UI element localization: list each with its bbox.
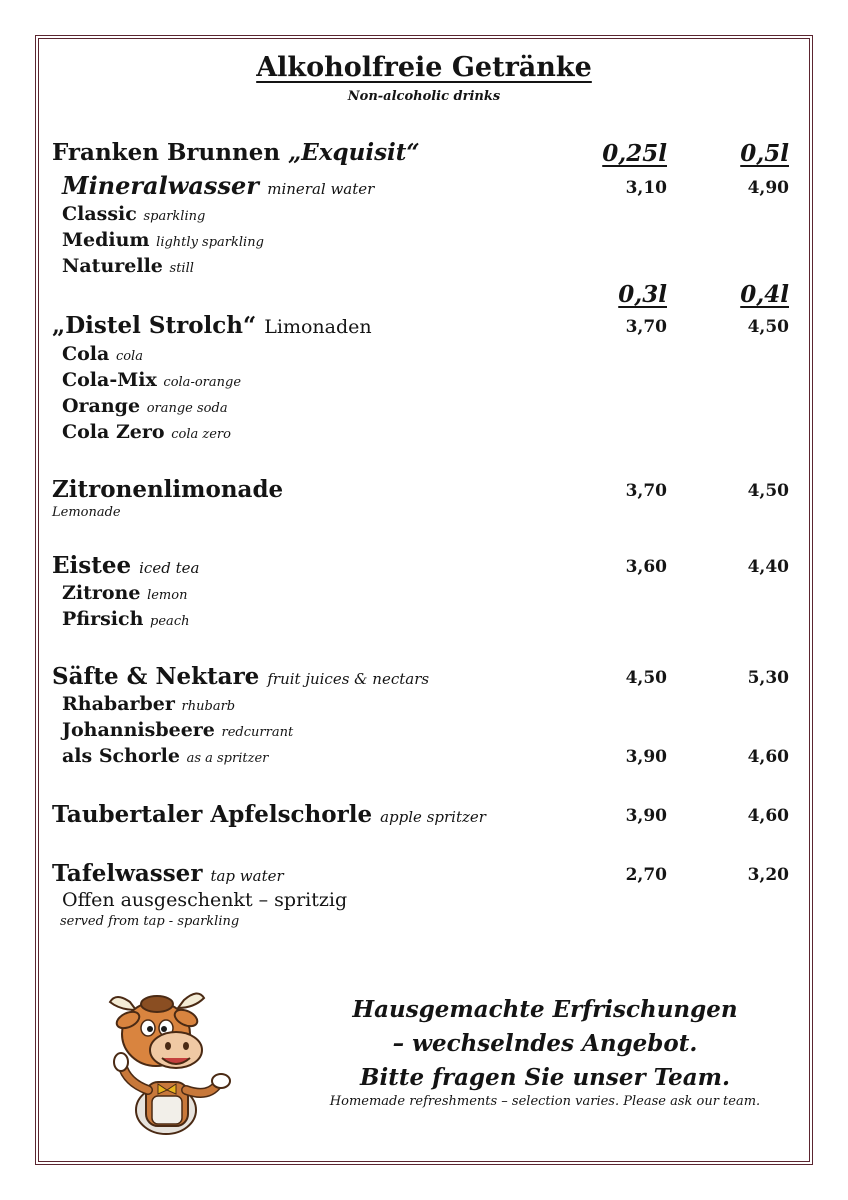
variant-name: Rhabarber: [62, 693, 175, 715]
page-subtitle: Non-alcoholic drinks: [347, 89, 501, 104]
section-suffix: Limonaden: [264, 316, 372, 338]
footer-line-2: – wechselndes Angebot.: [392, 1030, 698, 1057]
price-small: 3,70: [625, 317, 667, 337]
price-large: 4,40: [747, 557, 789, 577]
variant-name: Classic: [62, 203, 137, 225]
variant-name: als Schorle: [62, 745, 180, 767]
variant-classic: [62, 203, 205, 225]
footer-line-1: Hausgemachte Erfrischungen: [352, 996, 738, 1023]
section-name: Tafelwasser: [52, 860, 203, 887]
size-header-4: 0,4l: [740, 281, 789, 308]
footer-line-3: Bitte fragen Sie unser Team.: [360, 1064, 730, 1091]
variant-english: rhubarb: [181, 699, 236, 714]
price-small: 3,60: [625, 557, 667, 577]
variant-naturelle: [62, 255, 194, 277]
variant-english: cola zero: [171, 427, 231, 442]
variant-name: Orange: [62, 395, 141, 417]
variant-johannisbeere: [62, 719, 293, 741]
tafel-description-english: served from tap - sparkling: [60, 914, 240, 929]
variant-cola-zero: [62, 421, 231, 443]
price-small: 3,70: [625, 481, 667, 501]
section-zitronenlimonade: Zitronenlimonade: [52, 476, 284, 503]
variant-name: Cola-Mix: [62, 369, 157, 391]
item-name: Mineralwasser: [62, 171, 259, 200]
section-english: apple spritzer: [380, 808, 486, 826]
variant-zitrone: [62, 582, 187, 604]
section-name: Taubertaler Apfelschorle: [52, 801, 373, 828]
price-large: 3,20: [747, 865, 789, 885]
variant-pfirsich: [62, 608, 189, 630]
section-saefte-nektare: [52, 663, 429, 690]
price-small: 3,90: [625, 806, 667, 826]
section-tafelwasser: [52, 860, 284, 887]
price-large: 4,60: [747, 747, 789, 767]
price-small: 3,10: [625, 178, 667, 198]
variant-english: lightly sparkling: [156, 235, 264, 250]
variant-cola-mix: [62, 369, 241, 391]
variant-name: Medium: [62, 229, 150, 251]
price-large: 4,60: [747, 806, 789, 826]
variant-medium: [62, 229, 264, 251]
brand-name: „Exquisit“: [288, 139, 420, 166]
variant-cola: [62, 343, 143, 365]
section-name: Säfte & Nektare: [52, 663, 260, 690]
size-header-2: 0,5l: [740, 140, 789, 167]
variant-english: as a spritzer: [186, 751, 269, 766]
variant-english: still: [169, 261, 194, 276]
price-large: 5,30: [747, 668, 789, 688]
section-eistee: [52, 552, 199, 579]
size-header-3: 0,3l: [618, 281, 667, 308]
section-name: Eistee: [52, 552, 132, 579]
section-name: Franken Brunnen: [52, 139, 281, 166]
price-large: 4,50: [747, 481, 789, 501]
price-large: 4,50: [747, 317, 789, 337]
variant-english: peach: [150, 614, 190, 629]
variant-english: lemon: [147, 588, 188, 603]
section-english: fruit juices & nectars: [267, 670, 430, 688]
variant-english: sparkling: [143, 209, 206, 224]
variant-name: Zitrone: [62, 582, 141, 604]
variant-english: cola-orange: [163, 375, 242, 390]
variant-english: redcurrant: [221, 725, 294, 740]
variant-english: orange soda: [146, 401, 228, 416]
size-header-1: 0,25l: [602, 140, 667, 167]
cow-mascot-image: [90, 978, 240, 1138]
item-mineralwasser: [62, 171, 374, 200]
section-distel-strolch: [52, 312, 372, 339]
section-name: „Distel Strolch“: [52, 312, 257, 339]
variant-name: Cola Zero: [62, 421, 165, 443]
variant-name: Pfirsich: [62, 608, 144, 630]
variant-orange: [62, 395, 228, 417]
price-large: 4,90: [747, 178, 789, 198]
variant-rhabarber: [62, 693, 235, 715]
variant-name: Cola: [62, 343, 110, 365]
section-english: tap water: [210, 867, 284, 885]
footer-english: Homemade refreshments – selection varies. Please ask our team.: [329, 1094, 761, 1109]
section-english: iced tea: [139, 559, 200, 577]
price-small: 3,90: [625, 747, 667, 767]
variant-schorle: [62, 745, 268, 767]
section-english: Lemonade: [52, 505, 121, 520]
price-small: 4,50: [625, 668, 667, 688]
page-title: Alkoholfreie Getränke: [256, 52, 592, 83]
tafel-description: Offen ausgeschenkt – spritzig: [62, 889, 348, 911]
variant-english: cola: [115, 349, 143, 364]
variant-name: Johannisbeere: [62, 719, 215, 741]
section-franken-brunnen: [52, 139, 420, 166]
price-small: 2,70: [625, 865, 667, 885]
variant-name: Naturelle: [62, 255, 163, 277]
section-apfelschorle: [52, 801, 486, 828]
item-english: mineral water: [267, 180, 375, 198]
